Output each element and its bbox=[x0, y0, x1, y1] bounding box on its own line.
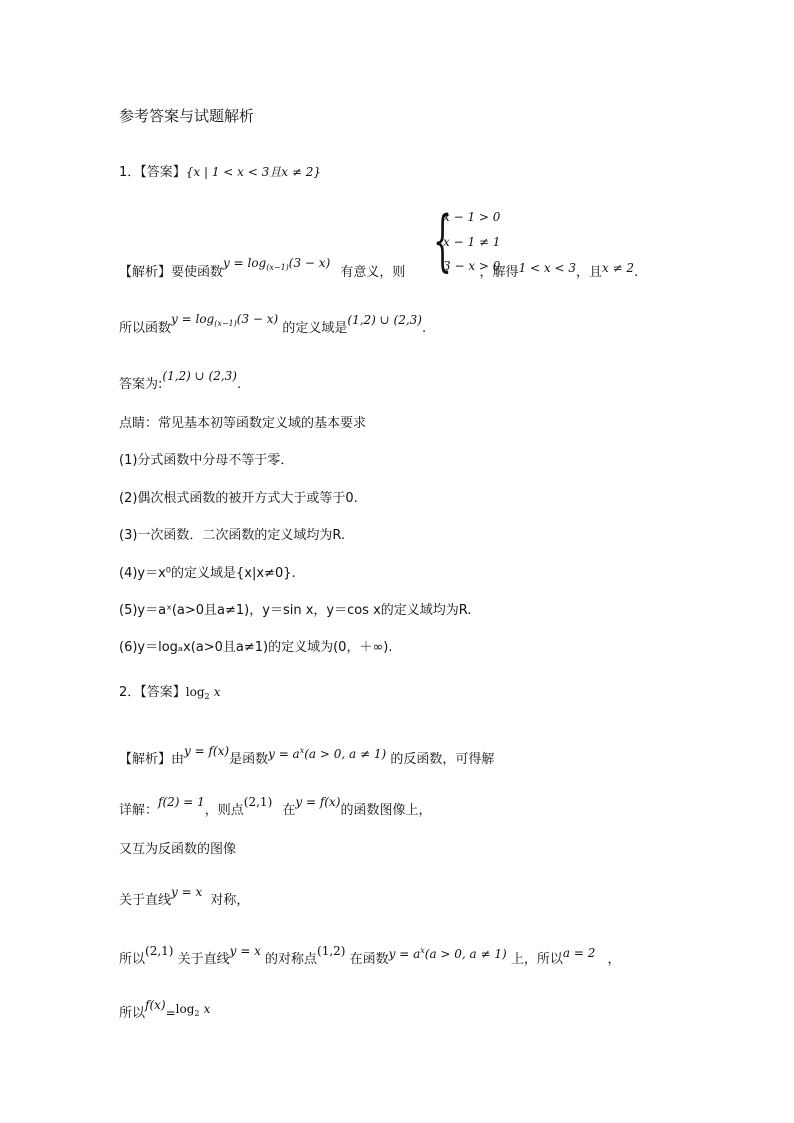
q1-analysis-line2 bbox=[119, 312, 427, 343]
text: 的定义域是 bbox=[282, 321, 348, 336]
q1-answer-math: {x | 1 < x < 3且x ≠ 2} bbox=[185, 165, 321, 179]
q2-inverse-line: 又互为反函数的图像 bbox=[119, 842, 237, 857]
point2-math: (1,2) bbox=[317, 944, 346, 958]
func-arg: (3 − x) bbox=[288, 256, 331, 270]
log-var: x bbox=[213, 685, 221, 699]
q2-answer bbox=[119, 682, 221, 707]
detail-label: 详解： bbox=[119, 803, 159, 818]
q2-symmetry-line bbox=[119, 885, 250, 911]
final-log: log bbox=[175, 1002, 195, 1016]
final-log-base: 2 bbox=[194, 1009, 200, 1018]
note-4: (4)y＝x⁰的定义域是{x|x≠0}. bbox=[119, 566, 296, 581]
text: 在函数 bbox=[349, 952, 389, 967]
text: 答案为: bbox=[119, 377, 163, 392]
text: 所以 bbox=[119, 1006, 146, 1021]
text: 有意义，则 bbox=[340, 265, 406, 280]
yx-math: y = x bbox=[229, 944, 261, 958]
note-5: (5)y＝aˣ(a>0且a≠1)，y＝sin x，y＝cos x的定义域均为R. bbox=[119, 603, 472, 618]
point-math: (2,1) bbox=[145, 944, 174, 958]
f2-math: f(2) = 1 bbox=[158, 795, 205, 809]
exp-math: y = a bbox=[268, 747, 300, 761]
func-base: (x−1) bbox=[214, 319, 237, 328]
text: 关于直线 bbox=[177, 952, 230, 967]
note-6: (6)y＝logₐx(a>0且a≠1)的定义域为(0，＋∞). bbox=[119, 640, 393, 655]
func-arg: (3 − x) bbox=[236, 312, 279, 326]
text: 对称， bbox=[210, 893, 250, 908]
log-base: 2 bbox=[204, 692, 210, 701]
func-math: y = log bbox=[223, 256, 267, 270]
system-row-3: 3 − x > 0 bbox=[443, 259, 501, 273]
text: 要使函数 bbox=[171, 265, 224, 280]
text: ，则点 bbox=[204, 803, 244, 818]
text: . bbox=[421, 321, 427, 336]
fx-math: y = f(x) bbox=[295, 795, 341, 809]
point-math: (2,1) bbox=[243, 795, 273, 809]
exp-cond: (a > 0, a ≠ 1) bbox=[424, 947, 507, 961]
final-fx-math: f(x) bbox=[145, 998, 166, 1012]
text: 由 bbox=[171, 752, 185, 767]
func-math: y = log bbox=[171, 312, 215, 326]
cond-math: x ≠ 2 bbox=[601, 261, 635, 275]
q1-answer bbox=[119, 162, 321, 183]
text: ，且 bbox=[575, 265, 602, 280]
text: . bbox=[236, 377, 242, 392]
text: ， bbox=[607, 952, 621, 967]
q1-answer-label: 1．【答案】 bbox=[119, 165, 186, 180]
note-1: (1)分式函数中分母不等于零． bbox=[119, 453, 294, 468]
a-val-math: a = 2 bbox=[562, 946, 596, 960]
q1-answer-line bbox=[119, 369, 242, 395]
q2-answer-label: 2．【答案】 bbox=[119, 685, 186, 700]
text: 关于直线 bbox=[119, 893, 172, 908]
text: 在 bbox=[282, 803, 296, 818]
text: . bbox=[634, 265, 639, 280]
text: ，解得 bbox=[479, 265, 519, 280]
exp-math: y = a bbox=[388, 947, 421, 961]
text: 的反函数，可得解 bbox=[390, 752, 495, 767]
text: 所以 bbox=[119, 952, 146, 967]
exp-cond: (a > 0, a ≠ 1) bbox=[304, 747, 387, 761]
system-row-1: x − 1 > 0 bbox=[443, 210, 501, 224]
analysis-label: 【解析】 bbox=[119, 752, 172, 767]
note-2: (2)偶次根式函数的被开方式大于或等于0. bbox=[119, 491, 358, 506]
text: 是函数 bbox=[229, 752, 269, 767]
text: 所以函数 bbox=[119, 321, 172, 336]
domain-math: (1,2) ∪ (2,3) bbox=[162, 369, 237, 383]
note-3: (3)一次函数．二次函数的定义域均为R. bbox=[119, 528, 346, 543]
page-title: 参考答案与试题解析 bbox=[119, 107, 255, 125]
text: 的对称点 bbox=[265, 952, 318, 967]
q2-detail bbox=[119, 795, 432, 821]
note-title: 点睛：常见基本初等函数定义域的基本要求 bbox=[119, 416, 367, 431]
yx-math: y = x bbox=[171, 885, 203, 899]
system-row-2: x − 1 ≠ 1 bbox=[443, 235, 501, 249]
analysis-label: 【解析】 bbox=[119, 265, 172, 280]
q2-so-line bbox=[119, 946, 621, 970]
fx-math: y = f(x) bbox=[184, 744, 230, 758]
text: 上，所以 bbox=[510, 952, 563, 967]
q2-analysis bbox=[119, 746, 494, 770]
log-math: log bbox=[185, 685, 205, 699]
func-base: (x−1) bbox=[266, 263, 289, 272]
equals: = bbox=[165, 1006, 176, 1020]
range-math: 1 < x < 3 bbox=[518, 261, 576, 275]
exp-power: x bbox=[420, 946, 425, 955]
domain-math: (1,2) ∪ (2,3) bbox=[347, 313, 422, 327]
text: 的函数图像上， bbox=[340, 803, 432, 818]
q1-analysis-line1 bbox=[119, 256, 639, 287]
q2-final-line bbox=[119, 998, 211, 1028]
left-brace: { bbox=[433, 202, 452, 279]
final-log-var: x bbox=[203, 1002, 211, 1016]
exp-power: x bbox=[299, 746, 305, 755]
